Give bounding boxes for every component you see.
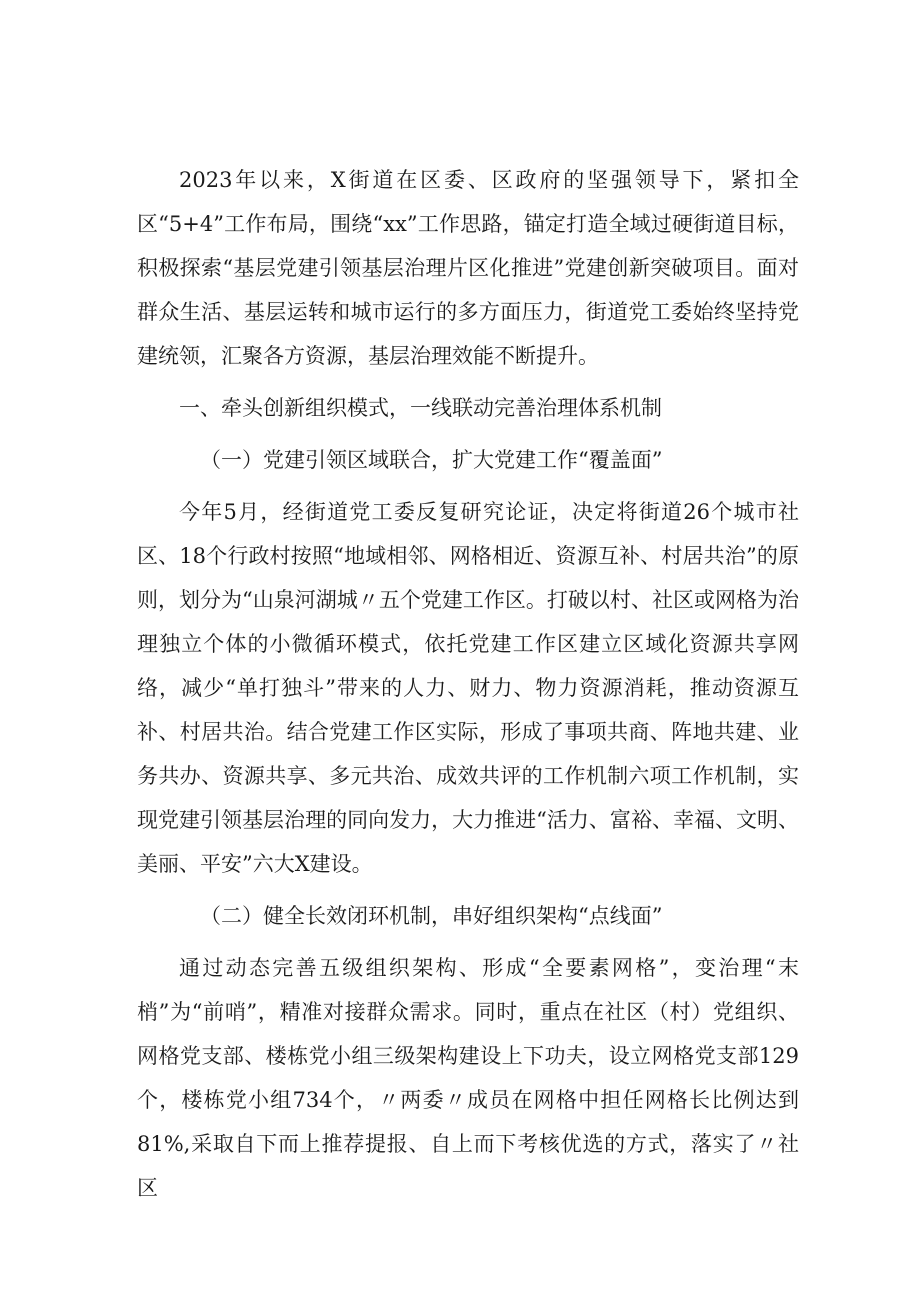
section-1-heading: 一、牵头创新组织模式，一线联动完善治理体系机制	[179, 396, 662, 420]
subsection-2-heading: （二）健全长效闭环机制，串好组织架构“点线面”	[200, 904, 663, 928]
subsection-2-paragraph: 通过动态完善五级组织架构、形成“全要素网格”，变治理“末梢”为“前哨”，精准对接群众需求。同时，重点在社区（村）党组织、网格党支部、楼栋党小组三级架构建设上下功夫，设立网格党支部129个，楼栋党小组734个，〃两委〃成员在网格中担任网格长比例达到81%,采取自下而上推荐提报、自上而下考核优选的方式，落实了〃社区	[137, 956, 799, 1200]
subsection-1-paragraph: 今年5月，经街道党工委反复研究论证，决定将街道26个城市社区、18个行政村按照“地域相邻、网格相近、资源互补、村居共治”的原则，划分为“山泉河湖城〃五个党建工作区。打破以村、社区或网格为治理独立个体的小微循环模式，依托党建工作区建立区域化资源共享网络，减少“单打独斗”带来的人力、财力、物力资源消耗，推动资源互补、村居共治。结合党建工作区实际，形成了事项共商、阵地共建、业务共办、资源共享、多元共治、成效共评的工作机制六项工作机制，实现党建引领基层治理的同向发力，大力推进“活力、富裕、幸福、文明、美丽、平安”六大X建设。	[137, 500, 799, 876]
subsection-1-heading: （一）党建引领区域联合，扩大党建工作“覆盖面”	[200, 448, 663, 472]
document-body	[137, 158, 799, 1210]
intro-paragraph: 2023年以来，X街道在区委、区政府的坚强领导下，紧扣全区“5+4”工作布局，围绕“xx”工作思路，锚定打造全域过硬街道目标，积极探索“基层党建引领基层治理片区化推进”党建创新突破项目。面对群众生活、基层运转和城市运行的多方面压力，街道党工委始终坚持党建统领，汇聚各方资源，基层治理效能不断提升。	[137, 168, 799, 368]
